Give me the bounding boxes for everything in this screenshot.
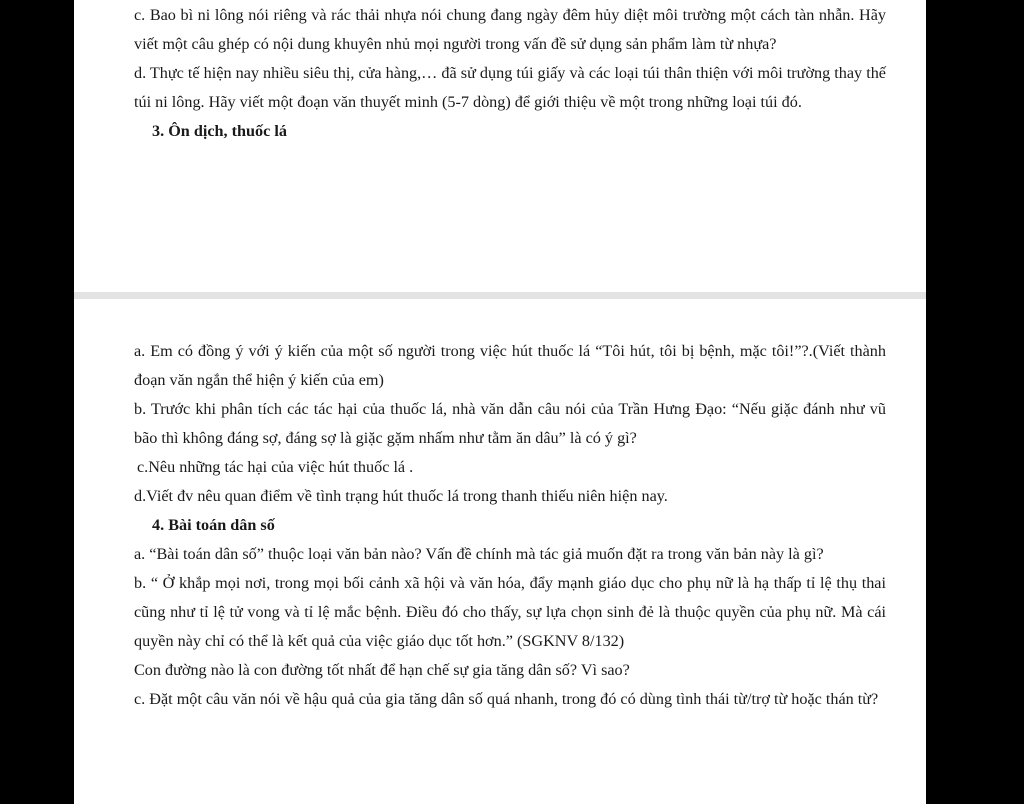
paragraph-c-harms: c.Nêu những tác hại của việc hút thuốc lá . — [137, 458, 414, 476]
paragraph-c-plastic: c. Bao bì ni lông nói riêng và rác thải nhựa nói chung đang ngày đêm hủy diệt môi trường một cách tàn nhẫn. Hãy viết một câu ghép có nội dung khuyên nhủ mọi người trong vấn đề sử dụng sản phẩm làm từ nhựa? — [134, 6, 886, 53]
question-b-followup: Con đường nào là con đường tốt nhất để hạn chế sự gia tăng dân số? Vì sao? — [134, 661, 630, 679]
document-page-bottom — [74, 299, 926, 804]
page-separator — [74, 292, 926, 299]
paragraph-d-bags: d. Thực tế hiện nay nhiều siêu thị, cửa hàng,… đã sử dụng túi giấy và các loại túi thân thiện với môi trường thay thế túi ni lông. Hãy viết một đoạn văn thuyết minh (5-7 dòng) để giới thiệu về một trong những loại túi đó. — [134, 64, 886, 111]
question-b-quote: b. “ Ở khắp mọi nơi, trong mọi bối cảnh xã hội và văn hóa, đẩy mạnh giáo dục cho phụ nữ là hạ thấp tỉ lệ thụ thai cũng như tỉ lệ tử vong và tỉ lệ mắc bệnh. Điều đó cho thấy, sự lựa chọn sinh đẻ là thuộc quyền của phụ nữ. Mà cái quyền này chỉ có thể là kết quả của việc giáo dục tốt hơn.” (SGKNV 8/132) — [134, 574, 886, 650]
section-heading-4: 4. Bài toán dân số — [152, 516, 275, 534]
paragraph-a-smoking-opinion: a. Em có đồng ý với ý kiến của một số người trong việc hút thuốc lá “Tôi hút, tôi bị bệnh, mặc tôi!”?.(Viết thành đoạn văn ngắn thể hiện ý kiến của em) — [134, 342, 886, 389]
document-page-top — [74, 0, 926, 292]
question-a-population: a. “Bài toán dân số” thuộc loại văn bản nào? Vấn đề chính mà tác giả muốn đặt ra trong văn bản này là gì? — [134, 545, 824, 563]
page-bottom-content — [134, 337, 886, 714]
page-top-content — [134, 1, 886, 146]
question-c-sentence: c. Đặt một câu văn nói về hậu quả của gia tăng dân số quá nhanh, trong đó có dùng tình thái từ/trợ từ hoặc thán từ? — [134, 690, 879, 708]
paragraph-d-youth-smoking: d.Viết đv nêu quan điểm về tình trạng hút thuốc lá trong thanh thiếu niên hiện nay. — [134, 487, 668, 505]
paragraph-b-tran-hung-dao: b. Trước khi phân tích các tác hại của thuốc lá, nhà văn dẫn câu nói của Trần Hưng Đạo: “Nếu giặc đánh như vũ bão thì không đáng sợ, đáng sợ là giặc gặm nhấm như tằm ăn dâu” là có ý gì? — [134, 400, 886, 447]
section-heading-3: 3. Ôn dịch, thuốc lá — [152, 122, 287, 140]
